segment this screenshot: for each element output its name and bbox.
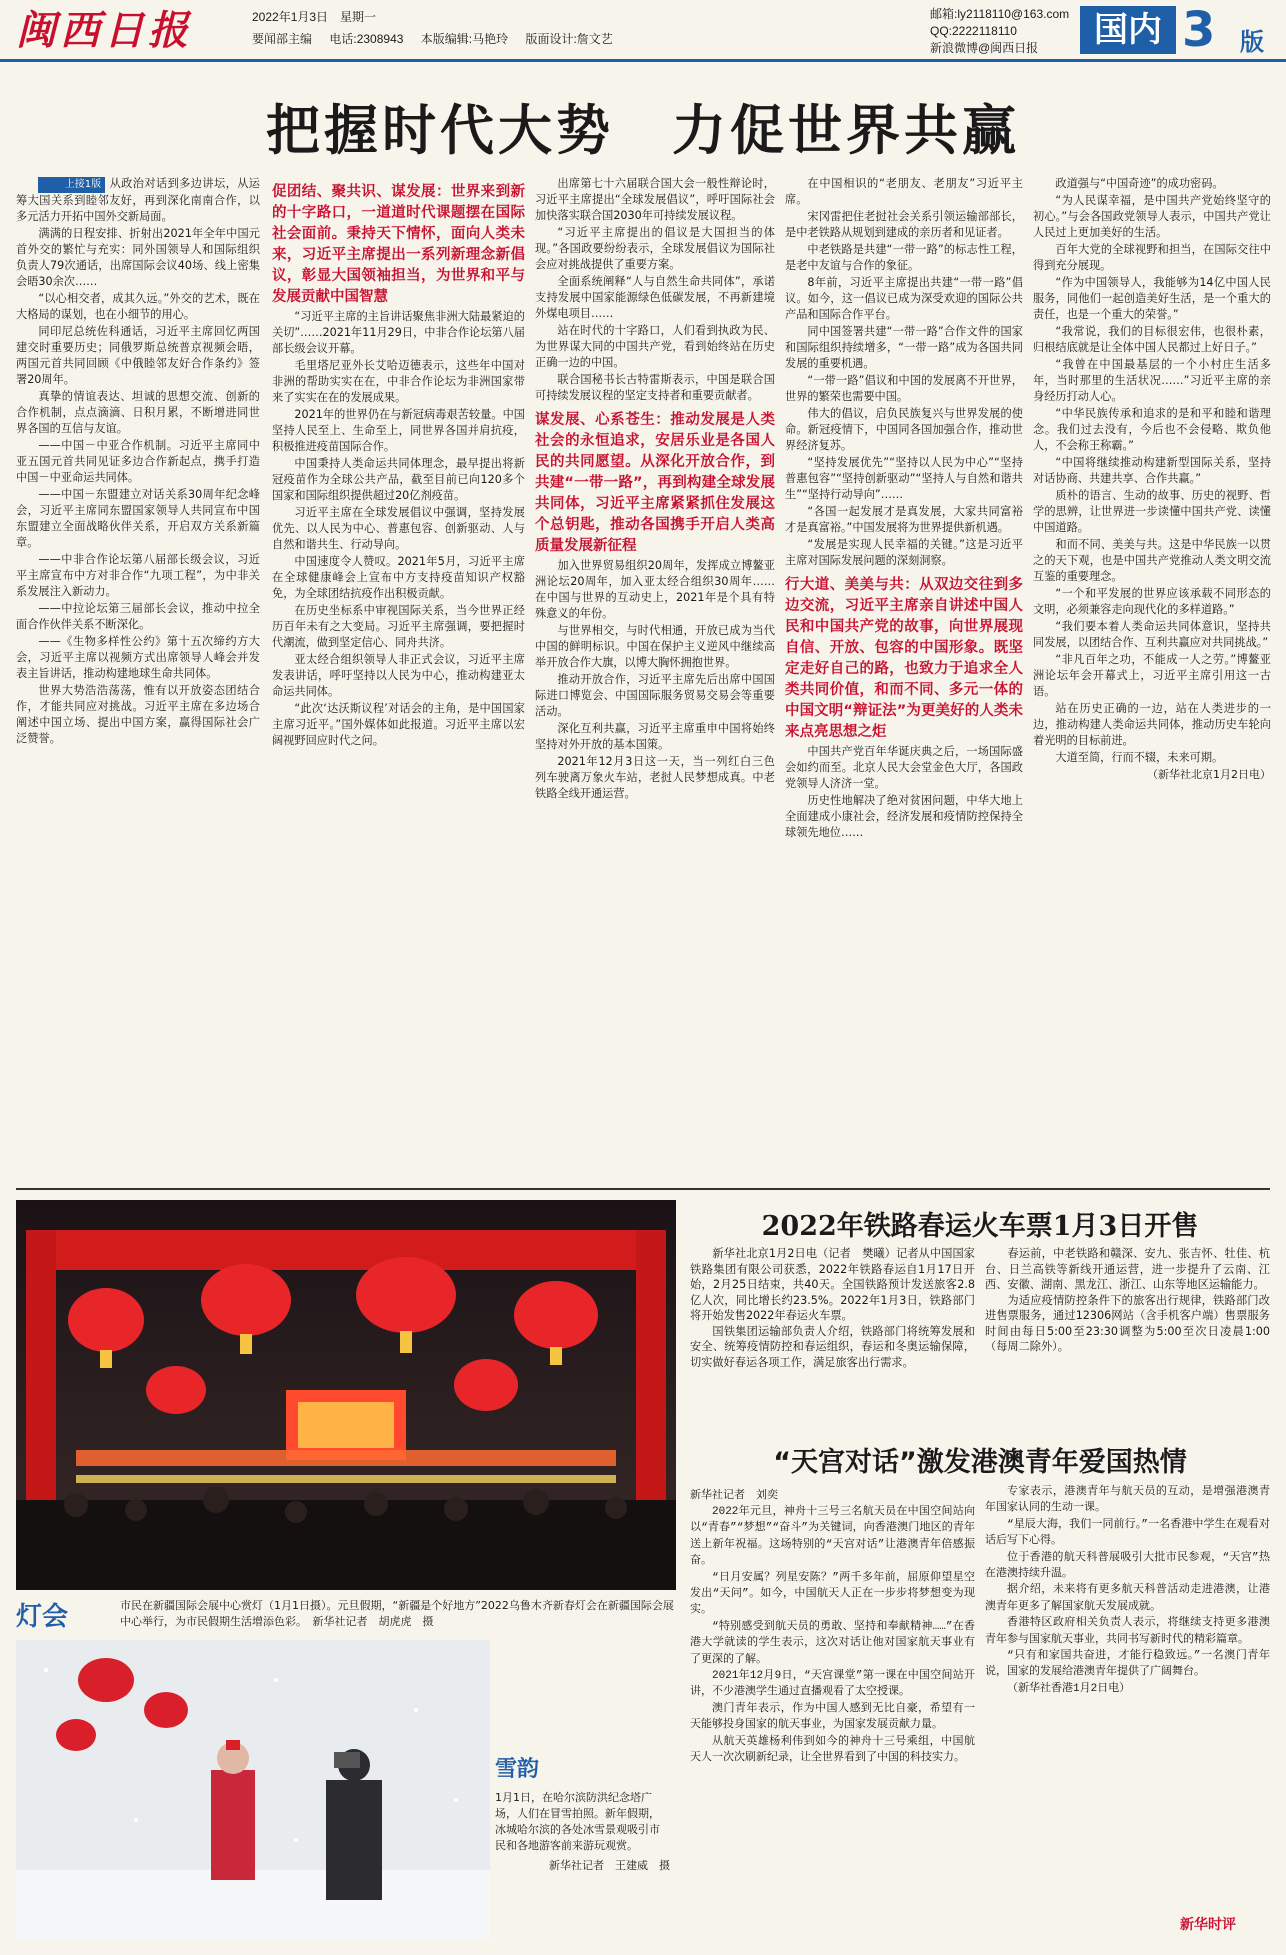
paragraph: 据介绍，未来将有更多航天科普活动走进港澳，让港澳青年更多了解国家航天发展成就。 xyxy=(985,1584,1270,1613)
paragraph: 宋冈雷把住老挝社会关系引领运输部部长，是中老铁路从规划到建成的亲历者和见证者。 xyxy=(785,210,1023,239)
paragraph: ——中非合作论坛第八届部长级会议，习近平主席宣布中方对非合作“九项工程”，为中非关系发展注入新动力。 xyxy=(16,553,260,598)
weibo: 新浪微博@闽西日报 xyxy=(930,41,1039,55)
paragraph: “坚持发展优先”“坚持以人民为中心”“坚持普惠包容”“坚持创新驱动”“坚持人与自然和谐共生”“坚持行动导向”…… xyxy=(785,456,1023,501)
paragraph: ——《生物多样性公约》第十五次缔约方大会，习近平主席以视频方式出席领导人峰会并发表主旨讲话，推动构建地球生命共同体。 xyxy=(16,635,260,680)
paragraph: 2021年12月3日这一天，当一列红白三色列车驶离万象火车站，老挝人民梦想成真。中老铁路全线开通运营。 xyxy=(535,755,775,800)
paragraph: “中华民族传承和追求的是和平和睦和谐理念。我们过去没有，今后也不会侵略、欺负他人，不会称王称霸。” xyxy=(1033,407,1271,452)
paragraph: “我常说，我们的目标很宏伟，也很朴素，归根结底就是让全体中国人民都过上好日子。” xyxy=(1033,325,1271,354)
article-byline: 新华社记者 刘奕 xyxy=(690,1488,778,1501)
paragraph: “一个和平发展的世界应该承载不同形态的文明，必须兼容走向现代化的多样道路。” xyxy=(1033,587,1271,616)
paragraph: 百年大党的全球视野和担当，在国际交往中得到充分展现。 xyxy=(1033,243,1271,272)
masthead xyxy=(0,0,1286,62)
paragraph: 大道至简，行而不辍，未来可期。 xyxy=(1055,751,1224,764)
page-number: 3 xyxy=(1182,2,1216,58)
editor-line xyxy=(252,30,627,47)
paragraph: “习近平主席提出的倡议是大国担当的体现。”各国政要纷纷表示，全球发展倡议为国际社会应对挑战提供了重要方案。 xyxy=(535,226,775,271)
commentary-label: 新华时评 xyxy=(1180,1917,1236,1933)
paragraph: “发展是实现人民幸福的关键。”这是习近平主席对国际发展问题的深刻洞察。 xyxy=(785,538,1023,567)
paragraph: 在历史坐标系中审视国际关系，当今世界正经历百年未有之大变局。习近平主席强调，要把握时代潮流，做到坚定信心、同舟共济。 xyxy=(272,604,525,649)
paragraph: 中国速度令人赞叹。2021年5月，习近平主席在全球健康峰会上宣布中方支持疫苗知识产权豁免，为全球团结抗疫作出积极贡献。 xyxy=(272,555,525,600)
paragraph: “日月安属？列星安陈？”两千多年前，屈原仰望星空发出“天问”。如今，中国航天人正在一步步将梦想变为现实。 xyxy=(690,1571,975,1617)
paragraph: “为人民谋幸福，是中国共产党始终坚守的初心。”与会各国政党领导人表示，中国共产党让人民过上更加美好的生活。 xyxy=(1033,194,1271,239)
tiangong-article-col2 xyxy=(985,1484,1270,1894)
snow-photo xyxy=(16,1640,490,1940)
paragraph: 深化互利共赢，习近平主席重申中国将始终坚持对外开放的基本国策。 xyxy=(535,722,775,751)
paragraph: “各国一起发展才是真发展，大家共同富裕才是真富裕。”中国发展将为世界提供新机遇。 xyxy=(785,505,1023,534)
contact-block xyxy=(930,6,1069,57)
paragraph: “只有和家国共奋进，才能行稳致远。”一名澳门青年说，国家的发展给港澳青年提供了广阔舞台。 xyxy=(985,1650,1270,1679)
paragraph: 为适应疫情防控条件下的旅客出行规律，铁路部门改进售票服务，通过12306网站（含手机客户端）售票服务时间由每日5:00至23:30调整为5:00至次日凌晨1:00（每周二除外）。 xyxy=(985,1293,1270,1353)
section-pull-quote: 行大道、美美与共：从双边交往到多边交流，习近平主席亲自讲述中国人民和中国共产党的故事，向世界展现自信、开放、包容的中国形象。既坚定走好自己的路，也致力于追求全人类共同价值，和而不同、多元一体的中国文明“辩证法”为更美好的人类未来点亮思想之炬 xyxy=(785,577,1023,740)
paragraph: 加入世界贸易组织20周年，发挥成立博鳌亚洲论坛20周年，加入亚太经合组织30周年……在中国与世界的互动史上，2021年是个具有特殊意义的年份。 xyxy=(535,559,775,620)
section-pull-quote: 促团结、聚共识、谋发展：世界来到新的十字路口，一道道时代课题摆在国际社会面前。秉持天下情怀，面向人类未来，习近平主席提出一系列新理念新倡议，彰显大国领袖担当，为世界和平与发展贡献中国智慧 xyxy=(272,184,525,305)
paragraph: 专家表示，港澳青年与航天员的互动，是增强港澳青年国家认同的生动一课。 xyxy=(985,1486,1270,1515)
lead-article-col3 xyxy=(535,176,775,1181)
lead-article-col4 xyxy=(785,176,1023,1181)
paragraph: 联合国秘书长古特雷斯表示，中国是联合国可持续发展议程的坚定支持者和重要贡献者。 xyxy=(535,373,775,402)
section-pull-quote: 谋发展、心系苍生：推动发展是人类社会的永恒追求，安居乐业是各国人民的共同愿望。从深化开放合作，到共建“一带一路”，再到构建全球发展共同体，习近平主席紧紧抓住发展这个总钥匙，推动各国携手开启人类高质量发展新征程 xyxy=(535,412,775,554)
photo-label: 雪韵 xyxy=(495,1757,540,1782)
email: 邮箱:ly2118110@163.com xyxy=(930,7,1070,21)
paragraph: 亚太经合组织领导人非正式会议，习近平主席发表讲话，呼吁坚持以人民为中心，推动构建亚太命运共同体。 xyxy=(272,653,525,698)
article-byline: （新华社香港1月2日电） xyxy=(1007,1682,1131,1695)
paragraph: 香港特区政府相关负责人表示，将继续支持更多港澳青年参与国家航天事业，共同书写新时代的精彩篇章。 xyxy=(985,1617,1270,1646)
paragraph: 2021年的世界仍在与新冠病毒艰苦较量。中国坚持人民至上、生命至上，同世界各国并肩抗疫，积极推进疫苗国际合作。 xyxy=(272,408,525,453)
paragraph: 位于香港的航天科普展吸引大批市民参观，“天宫”热在港澳持续升温。 xyxy=(985,1551,1270,1581)
rail-article-col2 xyxy=(985,1246,1270,1446)
paragraph: 全面系统阐释“人与自然生命共同体”，承诺支持发展中国家能源绿色低碳发展，不再新建境外煤电项目…… xyxy=(535,275,775,320)
newspaper-logo: 闽西日报 xyxy=(16,7,192,54)
paragraph: 站在时代的十字路口，人们看到执政为民、为世界谋大同的中国共产党，看到始终站在历史正确一边的中国。 xyxy=(535,324,775,369)
paragraph: 中国共产党百年华诞庆典之后，一场国际盛会如约而至。北京人民大会堂金色大厅，各国政党领导人济济一堂。 xyxy=(785,745,1023,790)
paragraph: “此次‘达沃斯议程’对话会的主角，是中国国家主席习近平。”国外媒体如此报道。习近平主席以宏阔视野回应时代之问。 xyxy=(272,702,525,747)
paragraph: 国铁集团运输部负责人介绍，铁路部门将统筹发展和安全、统筹疫情防控和春运组织，春运和冬奥运输保障，切实做好春运各项工作，满足旅客出行需求。 xyxy=(690,1324,975,1369)
paragraph: “以心相交者，成其久远。”外交的艺术，既在大格局的谋划，也在小细节的用心。 xyxy=(16,292,260,321)
paragraph: 同印尼总统佐科通话，习近平主席回忆两国建交时重要历史；同俄罗斯总统普京视频会晤，两国元首共同回顾《中俄睦邻友好合作条约》签署20周年。 xyxy=(16,325,260,386)
page-unit: 版 xyxy=(1240,28,1264,56)
photo-caption xyxy=(495,1790,670,1874)
snow-scene-image xyxy=(16,1640,490,1940)
paragraph: 真挚的情谊表达、坦诚的思想交流、创新的合作机制，点点滴滴、日积月累，不断增进同世界各国的互信与友谊。 xyxy=(16,390,260,435)
editor: 要闻部主编 xyxy=(252,32,313,46)
duty-editor: 本版编辑:马艳玲 xyxy=(420,32,509,46)
lantern-festival-photo xyxy=(16,1200,676,1590)
rail-article-col1 xyxy=(690,1246,975,1446)
qq: QQ:2222118110 xyxy=(930,24,1017,38)
paragraph: 站在历史正确的一边，站在人类进步的一边，推动构建人类命运共同体，推动历史车轮向着光明的目标前进。 xyxy=(1033,702,1271,747)
paragraph: 和而不同、美美与共。这是中华民族一以贯之的天下观，也是中国共产党推动人类文明交流互鉴的重要理念。 xyxy=(1033,538,1271,583)
paragraph: 质朴的语言、生动的故事、历史的视野、哲学的思辨，让世界进一步读懂中国共产党、读懂中国道路。 xyxy=(1033,489,1271,534)
paragraph: 习近平主席在全球发展倡议中强调，坚持发展优先、以人民为中心、普惠包容、创新驱动、人与自然和谐共生、行动导向。 xyxy=(272,506,525,551)
designer: 版面设计:詹文艺 xyxy=(525,32,613,46)
date-line: 2022年1月3日 星期一 xyxy=(252,10,377,24)
lead-article-col2 xyxy=(272,176,525,1181)
paragraph: 毛里塔尼亚外长艾哈迈德表示，这些年中国对非洲的帮助实实在在，中非合作论坛为非洲国家带来了实实在在的发展成果。 xyxy=(272,359,525,404)
paragraph: ——中国－东盟建立对话关系30周年纪念峰会，习近平主席同东盟国家领导人共同宣布中国东盟建立全面战略伙伴关系，开启双方关系新篇章。 xyxy=(16,488,260,549)
paragraph: 历史性地解决了绝对贫困问题，中华大地上全面建成小康社会，经济发展和疫情防控保持全球领先地位…… xyxy=(785,794,1023,839)
paragraph: 同中国签署共建“一带一路”合作文件的国家和国际组织持续增多，“一带一路”成为各国共同发展的重要机遇。 xyxy=(785,325,1023,370)
paragraph: 从航天英雄杨利伟到如今的神舟十三号乘组，中国航天人一次次刷新纪录，让全世界看到了中国的科技实力。 xyxy=(690,1735,975,1765)
jump-tag: 上接1版 xyxy=(38,177,105,193)
lantern-scene-image xyxy=(16,1200,676,1590)
paragraph: 伟大的倡议，启负民族复兴与世界发展的使命。新冠疫情下，中国同各国加强合作，推动世界经济复苏。 xyxy=(785,407,1023,452)
paragraph: ——中拉论坛第三届部长会议，推动中拉全面合作伙伴关系不断深化。 xyxy=(16,602,260,631)
rail-headline: 2022年铁路春运火车票1月3日开售 xyxy=(761,1211,1199,1242)
paragraph: “星辰大海，我们一同前行。”一名香港中学生在观看对话后写下心得。 xyxy=(985,1518,1270,1548)
paragraph: 2021年12月9日，“天宫课堂”第一课在中国空间站开讲，不少港澳学生通过直播观看了太空授课。 xyxy=(690,1670,975,1699)
paragraph: “作为中国领导人，我能够为14亿中国人民服务，同他们一起创造美好生活，是一个重大的责任，也是一个重大的荣誉。” xyxy=(1033,276,1271,321)
paragraph: “中国将继续推动构建新型国际关系，坚持对话协商、共建共享、合作共赢。” xyxy=(1033,456,1271,485)
caption-text: 1月1日，在哈尔滨防洪纪念塔广场，人们在冒雪拍照。新年假期，冰城哈尔滨的各处冰雪景观吸引市民和各地游客前来游玩观赏。 xyxy=(495,1791,660,1852)
paragraph: 中老铁路是共建“一带一路”的标志性工程，是老中友谊与合作的象征。 xyxy=(785,243,1023,272)
photo-caption: 市民在新疆国际会展中心赏灯（1月1日摄）。元旦假期，“新疆是个好地方”2022乌鲁木齐新春灯会在新疆国际会展中心举行，为市民假期生活增添色彩。 新华社记者 胡虎虎 摄 xyxy=(120,1599,674,1628)
paragraph: 政道强与“中国奇迹”的成功密码。 xyxy=(1055,177,1224,190)
paragraph: 世界大势浩浩荡荡，惟有以开放姿态团结合作，才能共同应对挑战。习近平主席在多边场合阐述中国立场、提出中国方案，赢得国际社会广泛赞誉。 xyxy=(16,684,260,745)
paragraph: ——中国－中亚合作机制。习近平主席同中亚五国元首共同见证多边合作新起点，携手打造中国－中亚命运共同体。 xyxy=(16,439,260,484)
paragraph: 澳门青年表示，作为中国人感到无比自豪，希望有一天能够投身国家的航天事业，为国家发展贡献力量。 xyxy=(690,1702,975,1732)
paragraph: 新华社北京1月2日电（记者 樊曦）记者从中国国家铁路集团有限公司获悉，2022年铁路春运自1月17日开始，2月25日结束，共40天。全国铁路预计发送旅客2.8亿人次，同比增长约23.5%。2022年1月3日，铁路部门将开始发售2022年春运火车票。 xyxy=(690,1247,975,1322)
paragraph: “一带一路”倡议和中国的发展离不开世界，世界的繁荣也需要中国。 xyxy=(785,374,1023,403)
paragraph: “习近平主席的主旨讲话聚焦非洲大陆最紧迫的关切”……2021年11月29日，中非合作论坛第八届部长级会议开幕。 xyxy=(272,310,525,355)
paragraph: “非凡百年之功，不能成一人之劳。”博鳌亚洲论坛年会开幕式上，习近平主席引用这一古语。 xyxy=(1033,653,1271,698)
paragraph: 中国秉持人类命运共同体理念，最早提出将新冠疫苗作为全球公共产品，截至目前已向120多个国家和国际组织提供超过20亿剂疫苗。 xyxy=(272,457,525,502)
section-divider xyxy=(16,1188,1270,1190)
tiangong-article-col1 xyxy=(690,1504,975,1942)
paragraph: 满满的日程安排、折射出2021年全年中国元首外交的繁忙与充实：同外国领导人和国际组织负责人79次通话，出席国际会议40场、线上密集会晤30余次…… xyxy=(16,227,260,288)
photo-label: 灯会 xyxy=(16,1602,69,1632)
lead-article-col1 xyxy=(16,176,260,1181)
lead-article-col5 xyxy=(1033,176,1271,1181)
paragraph: 春运前，中老铁路和赣深、安九、张吉怀、牡佳、杭台、日兰高铁等新线开通运营，进一步提升了云南、江西、安徽、湖南、黑龙江、浙江、山东等地区运输能力。 xyxy=(985,1247,1270,1291)
paragraph: “特别感受到航天员的勇敢、坚持和奉献精神……”在香港大学就读的学生表示，这次对话让他对国家航天事业有了更深的了解。 xyxy=(690,1620,975,1666)
photo-credit: 新华社记者 王建威 摄 xyxy=(549,1859,670,1872)
phone: 电话:2308943 xyxy=(329,32,404,46)
section-name: 国内 xyxy=(1080,6,1176,54)
article-byline: （新华社北京1月2日电） xyxy=(1147,768,1271,781)
paragraph: 出席第七十六届联合国大会一般性辩论时，习近平主席提出“全球发展倡议”，呼吁国际社会加快落实联合国2030年可持续发展议程。 xyxy=(535,177,775,222)
paragraph: 在中国相识的“老朋友、老朋友”习近平主席。 xyxy=(785,177,1023,206)
paragraph: 与世界相交，与时代相通，开放已成为当代中国的鲜明标识。中国在保护主义逆风中继续高举开放合作大旗，以博大胸怀拥抱世界。 xyxy=(535,624,775,669)
paragraph: 推动开放合作，习近平主席先后出席中国国际进口博览会、中国国际服务贸易交易会等重要活动。 xyxy=(535,673,775,718)
tiangong-headline: “天宫对话”激发港澳青年爱国热情 xyxy=(773,1447,1187,1478)
paragraph: 从政治对话到多边讲坛，从运筹大国关系到睦邻友好，再到深化南南合作，以多元活力开拓中国外交新局面。 xyxy=(16,177,260,223)
paragraph: 2022年元旦，神舟十三号三名航天员在中国空间站向以“青春”“梦想”“奋斗”为关键词，向香港澳门地区的青年送上新年祝福。这场特别的“天宫对话”让港澳青年倍感振奋。 xyxy=(690,1506,975,1568)
paragraph: 8年前，习近平主席提出共建“一带一路”倡议。如今，这一倡议已成为深受欢迎的国际公共产品和国际合作平台。 xyxy=(785,276,1023,321)
paragraph: “我们要本着人类命运共同体意识，坚持共同发展，以团结合作、互利共赢应对共同挑战。” xyxy=(1033,620,1271,649)
main-headline: 把握时代大势 力促世界共赢 xyxy=(266,99,1020,162)
paragraph: “我曾在中国最基层的一个小村庄生活多年，当时那里的生活状况……”习近平主席的亲身经历打动人心。 xyxy=(1033,358,1271,403)
